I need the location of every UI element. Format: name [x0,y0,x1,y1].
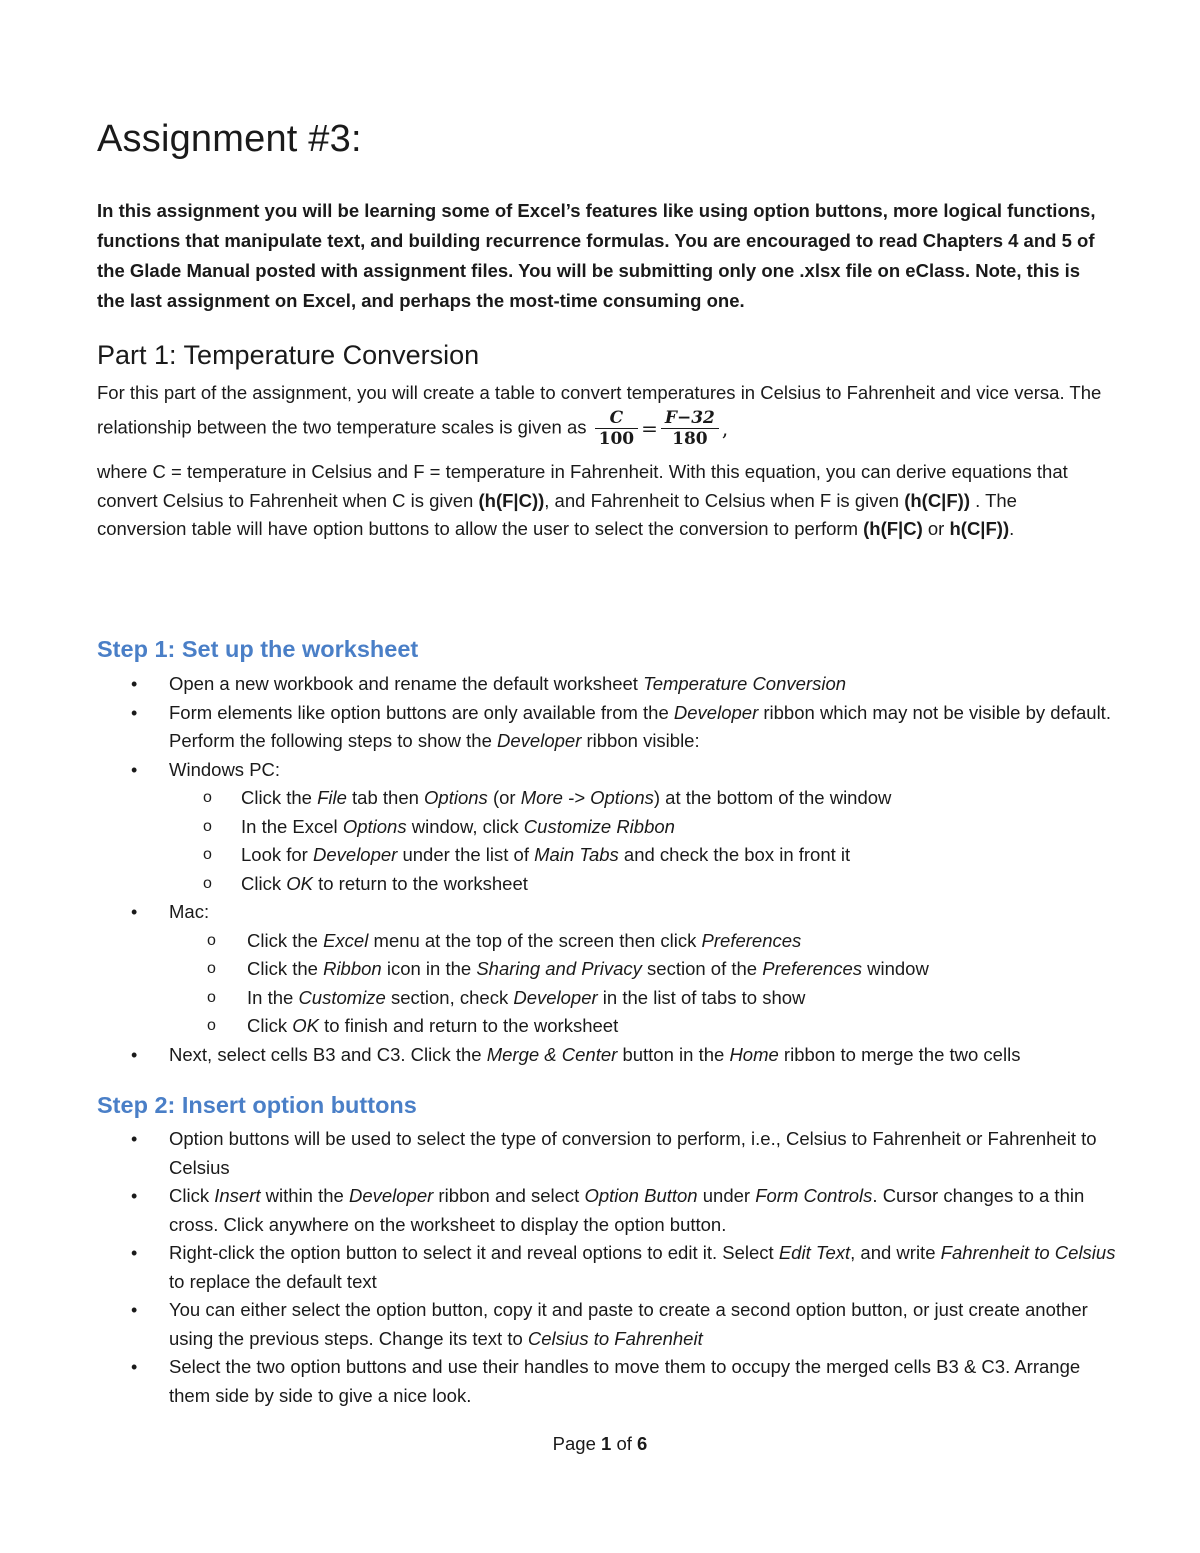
total-page-number: 6 [637,1433,648,1454]
part1-paragraph-1 [97,379,1107,449]
step1-heading: Step 1: Set up the worksheet [97,636,419,662]
list-item: • Next, select cells B3 and C3. Click the Merge & Center button in the Home ribbon to merge the two cells [97,1041,1117,1070]
list-item: • Open a new workbook and rename the default worksheet Temperature Conversion [97,670,1117,699]
part1-paragraph-2 [97,458,1107,544]
windows-steps-list [169,784,1117,898]
fraction-numerator: F−32 [661,408,719,429]
list-item: o Click the File tab then Options (or More -> Options) at the bottom of the window [169,784,1117,813]
list-item-windows: • Windows PC: o Click the File tab then Options (or More -> Options) at the bottom of the window o In the Excel Options window, click Customize Ribbon o Look for Developer under the list of Main Tabs and check the box in front it o Click OK to return to the worksheet [97,756,1117,899]
list-item: • Form elements like option buttons are only available from the Developer ribbon which may not be visible by default. Perform the following steps to show the Developer ribbon visible: [97,699,1117,756]
current-page-number: 1 [601,1433,612,1454]
list-item: o In the Customize section, check Developer in the list of tabs to show [169,984,1117,1013]
formula-hcf: (h(C|F)) [904,489,970,511]
page-word: Page [552,1433,602,1454]
list-item: • Select the two option buttons and use their handles to move them to occupy the merged cells B3 & C3. Arrange them side by side to give a nice look. [97,1353,1117,1410]
intro-paragraph: In this assignment you will be learning some of Excel’s features like using option buttons, more logical functions, functions that manipulate text, and building recurrence formulas. You are encouraged to read Chapters 4 and 5 of the Glade Manual posted with assignment files. You will be submitting only one .xlsx file on eClass. Note, this is the last assignment on Excel, and perhaps the most-time consuming one. [97,200,1096,311]
list-item: o In the Excel Options window, click Customize Ribbon [169,813,1117,842]
formula-hfc: (h(F|C)) [478,489,545,511]
text-run: or [922,518,950,539]
equation-comma: , [721,415,729,440]
page-title: Assignment #3: [97,118,362,160]
text-run: . The conversion table will have option buttons to allow the user to select the conversion to perform [97,489,1017,539]
list-item: o Click OK to return to the worksheet [169,870,1117,899]
list-item: o Look for Developer under the list of Main Tabs and check the box in front it [169,841,1117,870]
of-word: of [611,1433,638,1454]
fraction-denominator: 100 [598,428,635,449]
step2-list [97,1125,1117,1410]
list-item: o Click the Ribbon icon in the Sharing and Privacy section of the Preferences window [169,955,1117,984]
mac-steps-list [169,927,1117,1041]
fraction-denominator: 180 [672,428,708,449]
list-item: o Click OK to finish and return to the worksheet [169,1012,1117,1041]
list-item-mac: • Mac: o Click the Excel menu at the top of the screen then click Preferences o Click the Ribbon icon in the Sharing and Privacy section of the Preferences window o In the Customize section, check Developer in the list of tabs to show o Click OK to finish and return to the worksheet [97,898,1117,1041]
text-run: . [1009,518,1015,539]
part1-heading: Part 1: Temperature Conversion [97,340,480,370]
fraction-c-over-100 [595,408,639,449]
list-item: • Right-click the option button to select it and reveal options to edit it. Select Edit Text, and write Fahrenheit to Celsius to replace the default text [97,1239,1117,1296]
fraction-numerator: C [595,408,639,429]
part1-text: For this part of the assignment, you will create a table to convert temperatures in Celsius to Fahrenheit and vice versa. The relationship between the two temperature scales is given as [97,382,1102,437]
fraction-f-over-180 [661,408,719,449]
step2-heading: Step 2: Insert option buttons [97,1092,417,1118]
text-run: , and Fahrenheit to Celsius when F is given [544,489,905,511]
formula-hfc-2: (h(F|C) [863,518,923,539]
text-run: where C = temperature in Celsius and F = temperature in Fahrenheit. With this equation, you can derive equations that convert Celsius to Fahrenheit when C is given [97,461,1068,511]
list-item: • Click Insert within the Developer ribbon and select Option Button under Form Controls. Cursor changes to a thin cross. Click anywhere on the worksheet to display the option button. [97,1182,1117,1239]
step1-list [97,670,1117,1069]
equals-sign: = [641,415,658,440]
list-item: o Click the Excel menu at the top of the screen then click Preferences [169,927,1117,956]
page-footer [0,1433,1200,1455]
formula-hcf-2: h(C|F)) [949,518,1010,539]
list-item: • Option buttons will be used to select the type of conversion to perform, i.e., Celsius to Fahrenheit or Fahrenheit to Celsius [97,1125,1117,1182]
list-item: • You can either select the option button, copy it and paste to create a second option button, or just create another using the previous steps. Change its text to Celsius to Fahrenheit [97,1296,1117,1353]
